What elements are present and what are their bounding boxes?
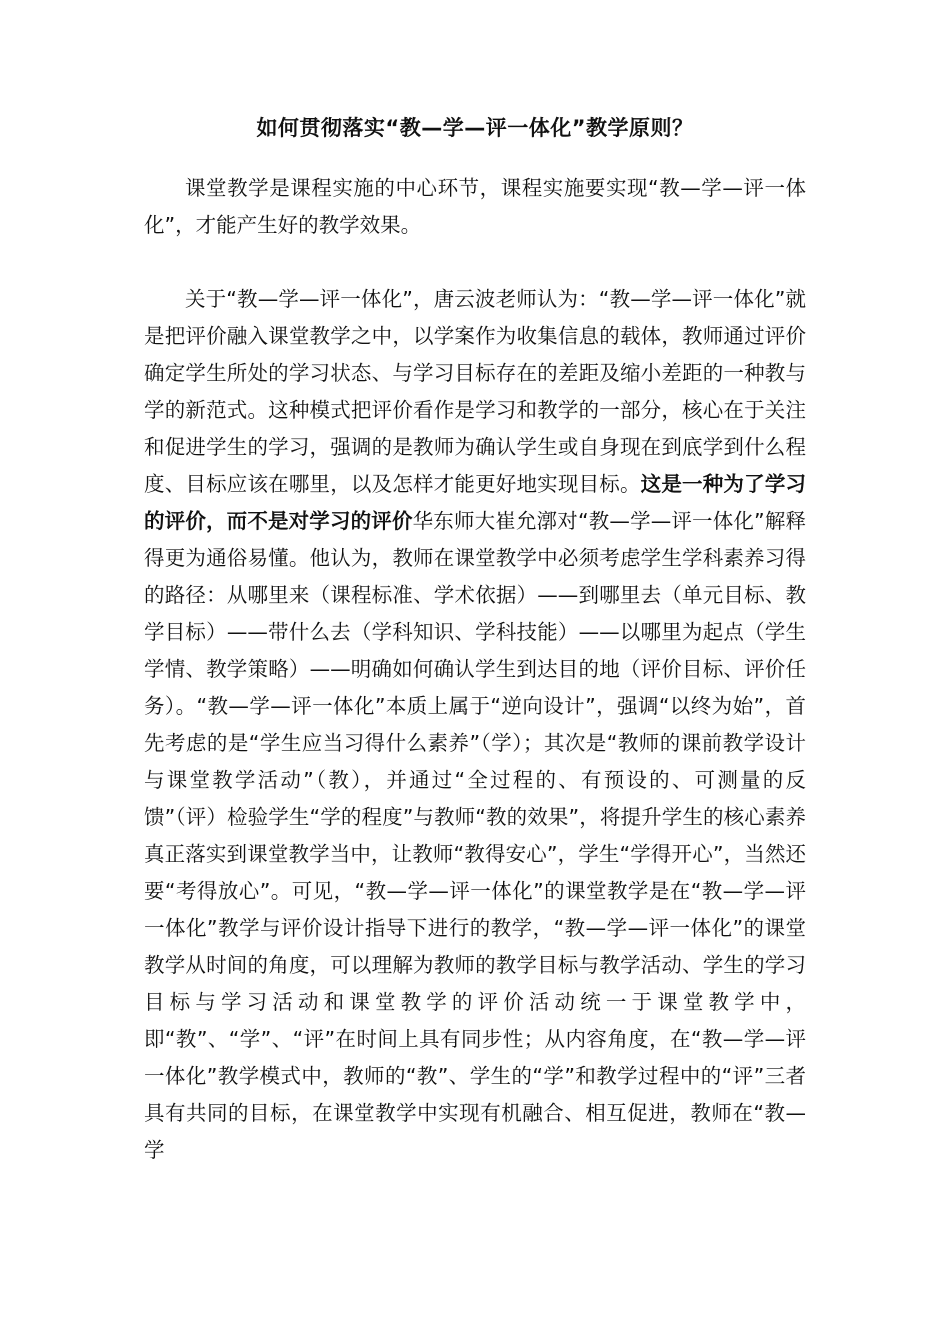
paragraph-body-text-continued: 华东师大崔允漷对“教—学—评一体化”解释得更为通俗易懂。他认为，教师在课堂教学中必须考虑学生学科素养习得的路径：从哪里来（课程标准、学术依据）——到哪里去（单元目标、教学目标）——带什么去（学科知识、学科技能）——以哪里为起点（学生学情、教学策略）——明确如何确认学生到达目的地（评价目标、评价任务）。“教—学—评一体化”本质上属于“逆向设计”，强调“以终为始”，首先考虑的是“学生应当习得什么素养”（学）；其次是“教师的课前教学设计与课堂教学活动”（教），并通过“全过程的、有预设的、可测量的反馈”（评）检验学生“学的程度”与教师“教的效果”，将提升学生的核心素养真正落实到课堂教学当中，让教师“教得安心”，学生“学得开心”，当然还要“考得放心”。可见，“教—学—评一体化”的课堂教学是在“教—学—评一体化”教学与评价设计指导下进行的教学，“教—学—评一体化”的课堂教学从时间的角度，可以理解为教师的教学目标与教学活动、学生的学习目标与学习活动和课堂教学的评价活动统一于课堂教学中，即“教”、“学”、“评”在时间上具有同步性；从内容角度，在“教—学—评一体化”教学模式中，教师的“教”、学生的“学”和教学过程中的“评”三者具有共同的目标，在课堂教学中实现有机融合、相互促进，教师在“教—学 — [144, 509, 806, 1162]
paragraph-intro: 课堂教学是课程实施的中心环节，课程实施要实现“教—学—评一体化”，才能产生好的教学效果。 — [144, 176, 806, 237]
document-title: 如何贯彻落实“教—学—评一体化”教学原则？ — [256, 116, 694, 140]
paragraph-body-text: 关于“教—学—评一体化”，唐云波老师认为：“教—学—评一体化”就是把评价融入课堂教学之中，以学案作为收集信息的载体，教师通过评价确定学生所处的学习状态、与学习目标存在的差距及缩小差距的一种教与学的新范式。这种模式把评价看作是学习和教学的一部分，核心在于关注和促进学生的学习，强调的是教师为确认学生或自身现在到底学到什么程度、目标应该在哪里，以及怎样才能更好地实现目标。 — [144, 287, 806, 496]
paragraph-body — [144, 281, 806, 1169]
paragraph-body-bold-text: 这是一种为了学习的评价，而不是对学习的评价 — [144, 472, 807, 533]
